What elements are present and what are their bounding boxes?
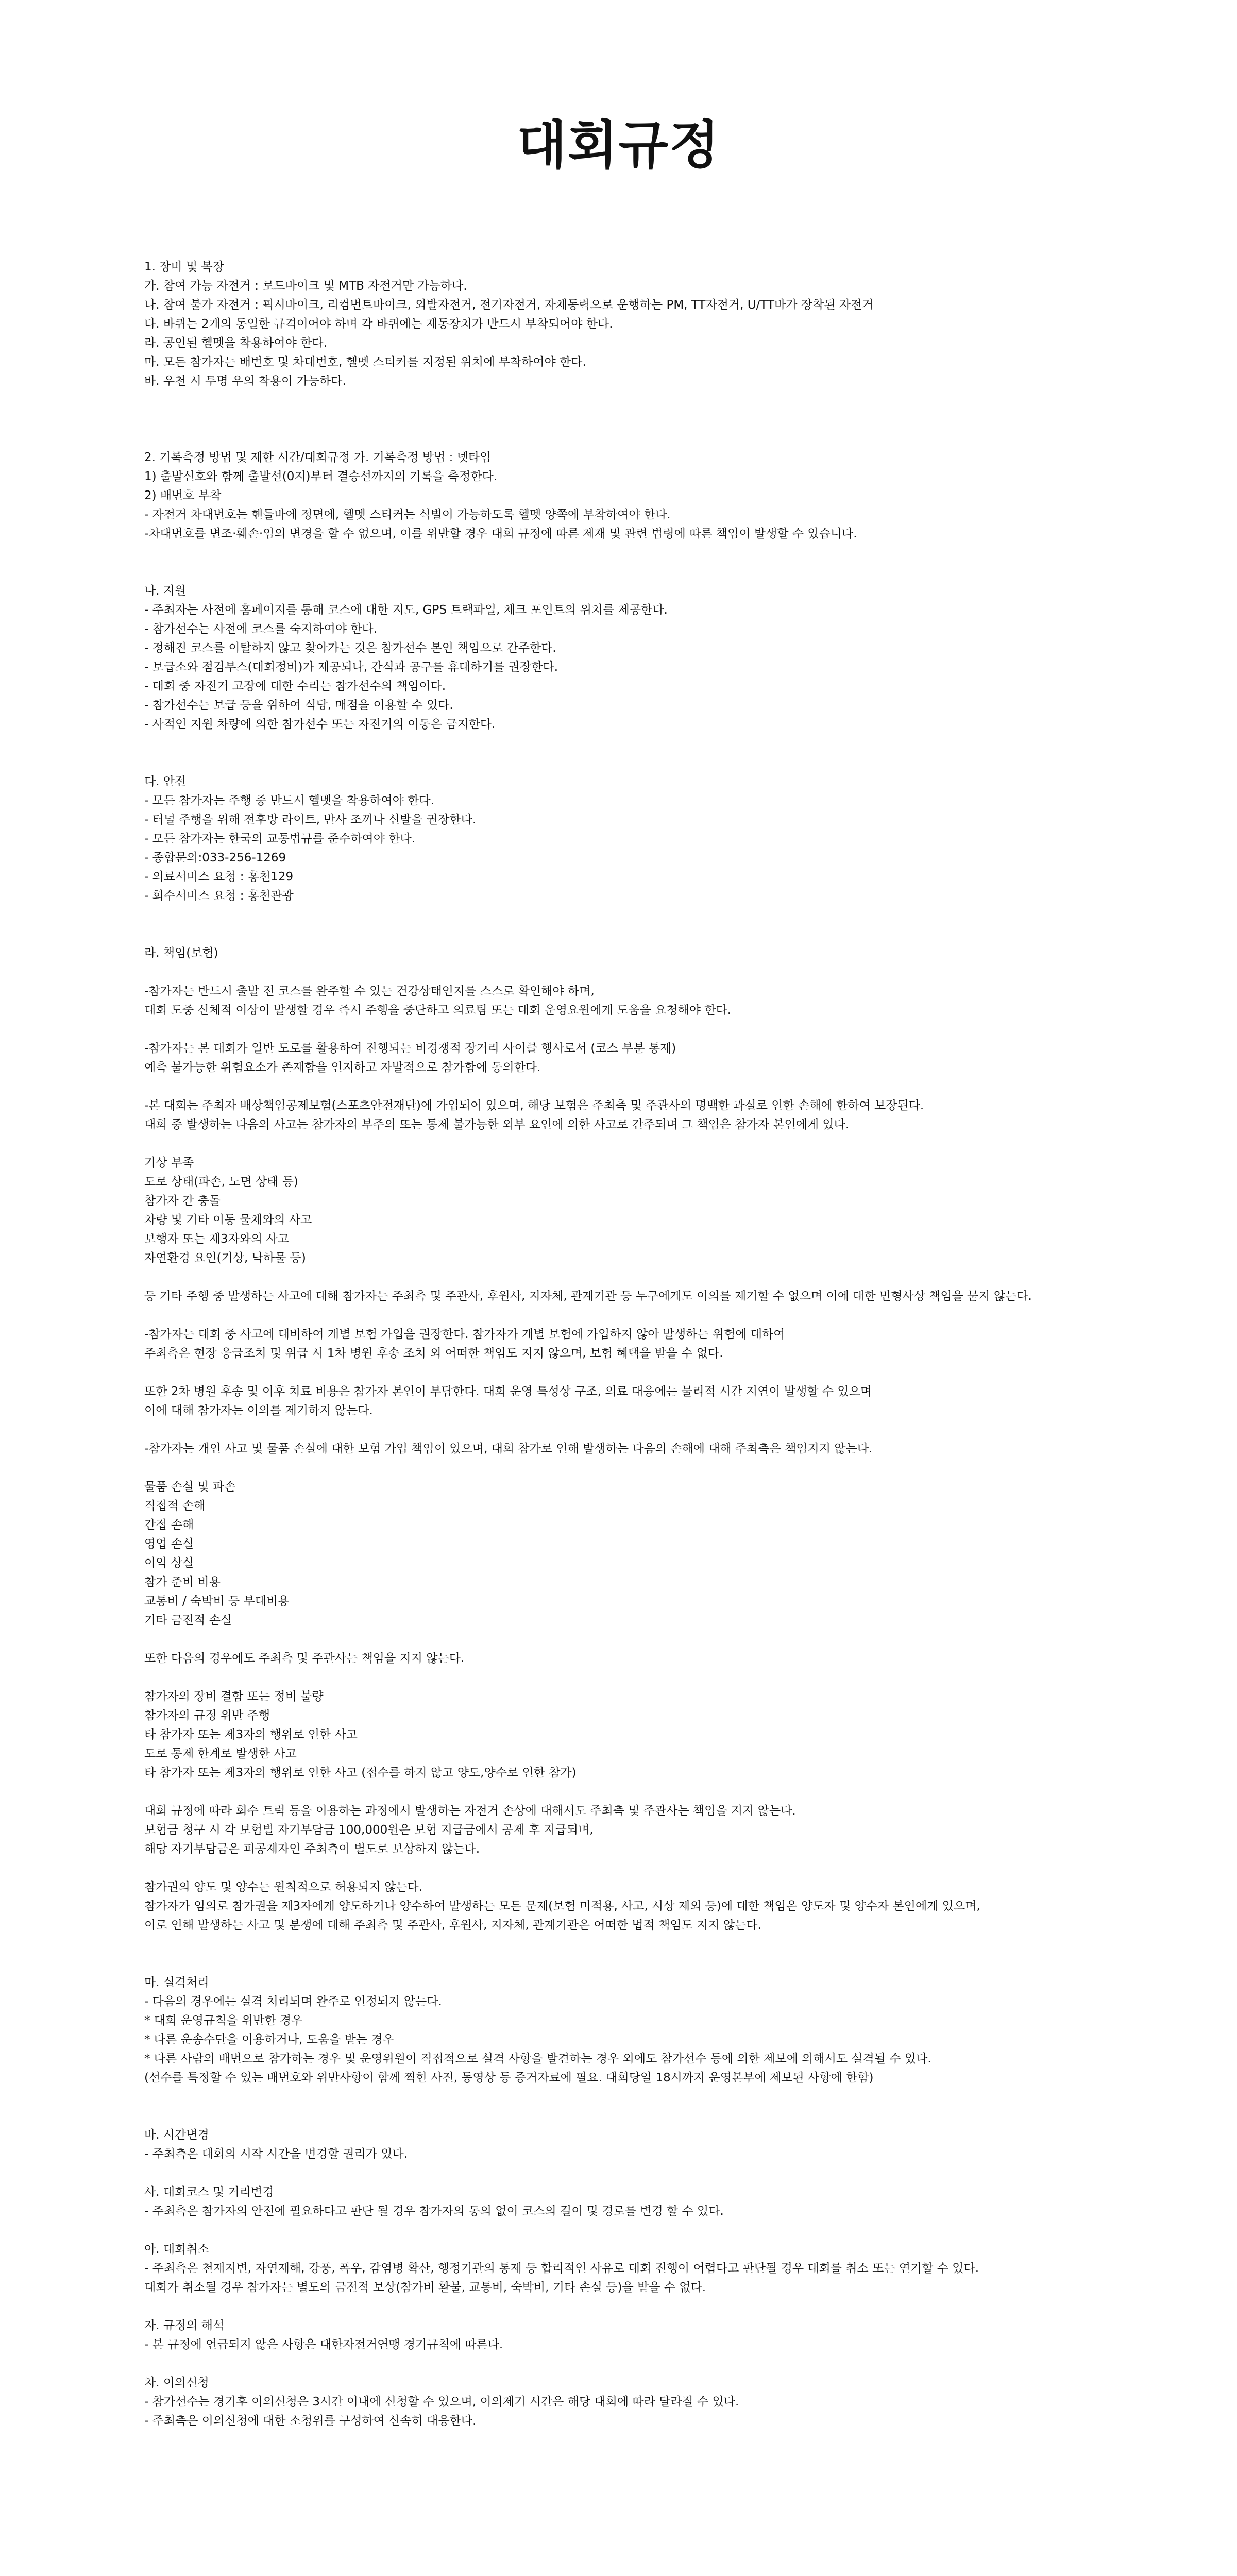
section-heading-line: -본 대회는 주최자 배상책임공제보험(스포츠안전재단)에 가입되어 있으며, 해당 보험은 주최측 및 주관사의 명백한 과실로 인한 손해에 한하여 보장된다. (144, 1099, 924, 1112)
text-line: - 주최측은 천재지변, 자연재해, 강풍, 폭우, 감염병 확산, 행정기관의 통제 등 합리적인 사유로 대회 진행이 어렵다고 판단될 경우 대회를 취소 또는 연기할 수 있다. (144, 2262, 979, 2275)
paragraph-spacer (144, 1268, 1123, 1287)
section-s22 (144, 2240, 1123, 2297)
section-s2 (144, 448, 1123, 544)
section-heading-line: -참가자는 개인 사고 및 물품 손실에 대한 보험 가입 책임이 있으며, 대회 참가로 인해 발생하는 다음의 손해에 대해 주최측은 책임지지 않는다. (144, 1442, 873, 1455)
text-line: 영업 손실 (144, 1537, 194, 1551)
text-line: - 주최자는 사전에 홈페이지를 통해 코스에 대한 지도, GPS 트랙파일, 체크 포인트의 위치를 제공한다. (144, 603, 668, 617)
section-s11 (144, 1325, 1123, 1363)
text-line: 보험금 청구 시 각 보험별 자기부담금 100,000원은 보험 지급금에서 공제 후 지급되며, (144, 1823, 594, 1837)
paragraph-spacer (144, 2297, 1123, 2316)
paragraph-spacer (144, 1859, 1123, 1878)
section-heading-line: -참가자는 본 대회가 일반 도로를 활용하여 진행되는 비경쟁적 장거리 사이클 행사로서 (코스 부분 통제) (144, 1042, 676, 1055)
section-s20 (144, 2126, 1123, 2164)
text-line: 이에 대해 참가자는 이의를 제기하지 않는다. (144, 1404, 373, 1417)
section-heading-line: 자. 규정의 해석 (144, 2319, 225, 2332)
section-heading-line: 아. 대회취소 (144, 2243, 209, 2256)
text-line: 참가자의 규정 위반 주행 (144, 1709, 270, 1722)
text-line: - 정해진 코스를 이탈하지 않고 찾아가는 것은 참가선수 본인 책임으로 간주한다. (144, 641, 556, 655)
section-s21 (144, 2183, 1123, 2221)
section-s17 (144, 1802, 1123, 1859)
section-heading-line: 등 기타 주행 중 발생하는 사고에 대해 참가자는 주최측 및 주관사, 후원사, 지자체, 관계기관 등 누구에게도 이의를 제기할 수 없으며 이에 대한 민형사상 책임을 묻지 않는다. (144, 1290, 1032, 1303)
text-line: * 다른 사람의 배번으로 참가하는 경우 및 운영위원이 직접적으로 실격 사항을 발견하는 경우 외에도 참가선수 등에 의한 제보에 의해서도 실격될 수 있다. (144, 2052, 931, 2065)
section-s5 (144, 944, 1123, 963)
paragraph-spacer (144, 753, 1123, 772)
text-line: - 참가선수는 사전에 코스를 숙지하여야 한다. (144, 622, 378, 636)
text-line: - 주최측은 참가자의 안전에 필요하다고 판단 될 경우 참가자의 동의 없이 코스의 길이 및 경로를 변경 할 수 있다. (144, 2205, 724, 2218)
paragraph-spacer (144, 1954, 1123, 1973)
text-line: 타 참가자 또는 제3자의 행위로 인한 사고 (접수를 하지 않고 양도,양수로 인한 참가) (144, 1766, 577, 1780)
section-s8 (144, 1096, 1123, 1134)
text-line: 참가 준비 비용 (144, 1575, 221, 1589)
section-heading-line: 물품 손실 및 파손 (144, 1480, 236, 1494)
text-line: 예측 불가능한 위험요소가 존재함을 인지하고 자발적으로 참가함에 동의한다. (144, 1061, 541, 1074)
text-line: - 보급소와 점검부스(대회정비)가 제공되나, 간식과 공구를 휴대하기를 권장한다. (144, 660, 558, 674)
text-line: 해당 자기부담금은 피공제자인 주최측이 별도로 보상하지 않는다. (144, 1842, 480, 1856)
text-line: 이익 상실 (144, 1556, 194, 1570)
paragraph-spacer (144, 1363, 1123, 1382)
section-heading-line: 차. 이의신청 (144, 2376, 209, 2389)
text-line: - 의료서비스 요청 : 홍천129 (144, 870, 294, 884)
section-s9 (144, 1154, 1123, 1268)
section-s4 (144, 772, 1123, 906)
text-line: - 종합문의:033-256-1269 (144, 851, 286, 865)
paragraph-spacer (144, 1306, 1123, 1325)
paragraph-spacer (144, 544, 1123, 563)
section-heading-line: 마. 실격처리 (144, 1976, 209, 1989)
paragraph-spacer (144, 410, 1123, 429)
section-heading-line: -참가자는 대회 중 사고에 대비하여 개별 보험 가입을 권장한다. 참가자가 개별 보험에 가입하지 않아 발생하는 위험에 대하여 (144, 1328, 785, 1341)
text-line: 간접 손해 (144, 1518, 194, 1532)
section-heading-line: 사. 대회코스 및 거리변경 (144, 2185, 274, 2199)
paragraph-spacer (144, 1020, 1123, 1039)
text-line: 가. 참여 가능 자전거 : 로드바이크 및 MTB 자전거만 가능하다. (144, 279, 467, 293)
paragraph-spacer (144, 925, 1123, 944)
text-line: -차대번호를 변조·훼손·임의 변경을 할 수 없으며, 이를 위반할 경우 대회 규정에 따른 제재 및 관련 법령에 따른 책임이 발생할 수 있습니다. (144, 527, 857, 540)
text-line: 차량 및 기타 이동 물체와의 사고 (144, 1213, 312, 1227)
text-line: 직접적 손해 (144, 1499, 206, 1513)
text-line: - 주최측은 대회의 시작 시간을 변경할 권리가 있다. (144, 2147, 408, 2161)
section-s13 (144, 1439, 1123, 1459)
paragraph-spacer (144, 734, 1123, 753)
text-line: - 자전거 차대번호는 핸들바에 정면에, 헬멧 스티커는 식별이 가능하도록 헬멧 양쪽에 부착하여야 한다. (144, 508, 671, 521)
section-s23 (144, 2316, 1123, 2354)
paragraph-spacer (144, 1668, 1123, 1687)
text-line: - 터널 주행을 위해 전후방 라이트, 반사 조끼나 신발을 권장한다. (144, 813, 477, 826)
text-line: 다. 바퀴는 2개의 동일한 규격이어야 하며 각 바퀴에는 제동장치가 반드시 부착되어야 한다. (144, 317, 613, 331)
text-line: 대회 중 발생하는 다음의 사고는 참가자의 부주의 또는 통제 불가능한 외부 요인에 의한 사고로 간주되며 그 책임은 참가자 본인에게 있다. (144, 1118, 850, 1131)
text-line: 1) 출발신호와 함께 출발선(0지)부터 결승선까지의 기록을 측정한다. (144, 470, 498, 483)
section-s15 (144, 1649, 1123, 1668)
text-line: - 주최측은 이의신청에 대한 소청위를 구성하여 신속히 대응한다. (144, 2414, 477, 2428)
text-line: 도로 통제 한계로 발생한 사고 (144, 1747, 297, 1760)
paragraph-spacer (144, 391, 1123, 410)
text-line: 대회가 취소될 경우 참가자는 별도의 금전적 보상(참가비 환불, 교통비, 숙박비, 기타 손실 등)을 받을 수 없다. (144, 2281, 706, 2294)
section-s3 (144, 582, 1123, 734)
text-line: - 다음의 경우에는 실격 처리되며 완주로 인정되지 않는다. (144, 1995, 442, 2008)
section-heading-line: 기상 부족 (144, 1156, 194, 1170)
text-line: 나. 참여 불가 자전거 : 픽시바이크, 리컴번트바이크, 외발자전거, 전기자전거, 자체동력으로 운행하는 PM, TT자전거, U/TT바가 장착된 자전거 (144, 298, 874, 312)
text-line: - 모든 참가자는 주행 중 반드시 헬멧을 착용하여야 한다. (144, 794, 434, 807)
paragraph-spacer (144, 2221, 1123, 2240)
text-line: 참가자 간 충돌 (144, 1194, 221, 1208)
text-line: 보행자 또는 제3자와의 사고 (144, 1232, 289, 1246)
text-line: 이로 인해 발생하는 사고 및 분쟁에 대해 주최측 및 주관사, 후원사, 지자체, 관계기관은 어떠한 법적 책임도 지지 않는다. (144, 1919, 761, 1932)
paragraph-spacer (144, 1783, 1123, 1802)
paragraph-spacer (144, 2354, 1123, 2374)
text-line: - 모든 참가자는 한국의 교통법규를 준수하여야 한다. (144, 832, 416, 845)
paragraph-spacer (144, 2088, 1123, 2107)
text-line: 라. 공인된 헬멧을 착용하여야 한다. (144, 336, 327, 350)
paragraph-spacer (144, 1630, 1123, 1649)
section-s19 (144, 1973, 1123, 2088)
text-line: 교통비 / 숙박비 등 부대비용 (144, 1595, 290, 1608)
section-s14 (144, 1478, 1123, 1630)
paragraph-spacer (144, 1459, 1123, 1478)
section-heading-line: 참가권의 양도 및 양수는 원칙적으로 허용되지 않는다. (144, 1880, 422, 1894)
text-line: - 사적인 지원 차량에 의한 참가선수 또는 자전거의 이동은 금지한다. (144, 718, 496, 731)
paragraph-spacer (144, 2164, 1123, 2183)
section-heading-line: -참가자는 반드시 출발 전 코스를 완주할 수 있는 건강상태인지를 스스로 확인해야 하며, (144, 985, 595, 998)
text-line: 마. 모든 참가자는 배번호 및 차대번호, 헬멧 스티커를 지정된 위치에 부착하여야 한다. (144, 355, 586, 369)
page-title: 대회규정 (517, 115, 720, 175)
section-heading-line: 대회 규정에 따라 회수 트럭 등을 이용하는 과정에서 발생하는 자전거 손상에 대해서도 주최측 및 주관사는 책임을 지지 않는다. (144, 1804, 796, 1818)
text-line: * 다른 운송수단을 이용하거나, 도움을 받는 경우 (144, 2033, 394, 2046)
text-line: 2) 배번호 부착 (144, 489, 222, 502)
paragraph-spacer (144, 1935, 1123, 1954)
paragraph-spacer (144, 563, 1123, 582)
paragraph-spacer (144, 429, 1123, 448)
paragraph-spacer (144, 1077, 1123, 1096)
section-heading-line: 또한 다음의 경우에도 주최측 및 주관사는 책임을 지지 않는다. (144, 1652, 465, 1665)
paragraph-spacer (144, 1134, 1123, 1154)
text-line: 타 참가자 또는 제3자의 행위로 인한 사고 (144, 1728, 358, 1741)
section-heading-line: 다. 안전 (144, 775, 187, 788)
text-line: (선수를 특정할 수 있는 배번호와 위반사항이 함께 찍힌 사진, 동영상 등 증거자료에 필요. 대회당일 18시까지 운영본부에 제보된 사항에 한함) (144, 2071, 874, 2084)
section-heading-line: 나. 지원 (144, 584, 187, 598)
section-s16 (144, 1687, 1123, 1783)
text-line: 바. 우천 시 투명 우의 착용이 가능하다. (144, 375, 346, 388)
text-line: 대회 도중 신체적 이상이 발생할 경우 즉시 주행을 중단하고 의료팀 또는 대회 운영요원에게 도움을 요청해야 한다. (144, 1004, 732, 1017)
section-s10 (144, 1287, 1123, 1306)
paragraph-spacer (144, 906, 1123, 925)
text-line: 기타 금전적 손실 (144, 1614, 232, 1627)
section-s12 (144, 1382, 1123, 1420)
section-heading-line: 라. 책임(보험) (144, 946, 218, 960)
text-line: - 참가선수는 경기후 이의신청은 3시간 이내에 신청할 수 있으며, 이의제기 시간은 해당 대회에 따라 달라질 수 있다. (144, 2395, 739, 2409)
section-s7 (144, 1039, 1123, 1077)
text-line: 참가자가 임의로 참가권을 제3자에게 양도하거나 양수하여 발생하는 모든 문제(보험 미적용, 사고, 시상 제외 등)에 대한 책임은 양도자 및 양수자 본인에게 있으며, (144, 1900, 980, 1913)
section-heading-line: 참가자의 장비 결함 또는 정비 불량 (144, 1690, 324, 1703)
text-line: - 본 규정에 언급되지 않은 사항은 대한자전거연맹 경기규칙에 따른다. (144, 2338, 503, 2351)
section-s24 (144, 2374, 1123, 2431)
paragraph-spacer (144, 2107, 1123, 2126)
section-heading-line: 또한 2차 병원 후송 및 이후 치료 비용은 참가자 본인이 부담한다. 대회 운영 특성상 구조, 의료 대응에는 물리적 시간 지연이 발생할 수 있으며 (144, 1385, 872, 1398)
section-s18 (144, 1878, 1123, 1935)
text-line: * 대회 운영규칙을 위반한 경우 (144, 2014, 303, 2027)
regulations-body (144, 258, 1123, 2431)
paragraph-spacer (144, 963, 1123, 982)
text-line: - 회수서비스 요청 : 홍천관광 (144, 889, 294, 903)
text-line: - 대회 중 자전거 고장에 대한 수리는 참가선수의 책임이다. (144, 680, 446, 693)
section-s6 (144, 982, 1123, 1020)
paragraph-spacer (144, 1420, 1123, 1439)
section-heading-line: 바. 시간변경 (144, 2128, 209, 2142)
text-line: 주최측은 현장 응급조치 및 위급 시 1차 병원 후송 조치 외 어떠한 책임도 지지 않으며, 보험 혜택을 받을 수 없다. (144, 1347, 723, 1360)
section-heading-line: 1. 장비 및 복장 (144, 260, 224, 274)
text-line: 도로 상태(파손, 노면 상태 등) (144, 1175, 298, 1189)
section-s1 (144, 258, 1123, 391)
text-line: 자연환경 요인(기상, 낙하물 등) (144, 1251, 306, 1265)
section-heading-line: 2. 기록측정 방법 및 제한 시간/대회규정 가. 기록측정 방법 : 넷타임 (144, 451, 492, 464)
text-line: - 참가선수는 보급 등을 위하여 식당, 매점을 이용할 수 있다. (144, 699, 453, 712)
